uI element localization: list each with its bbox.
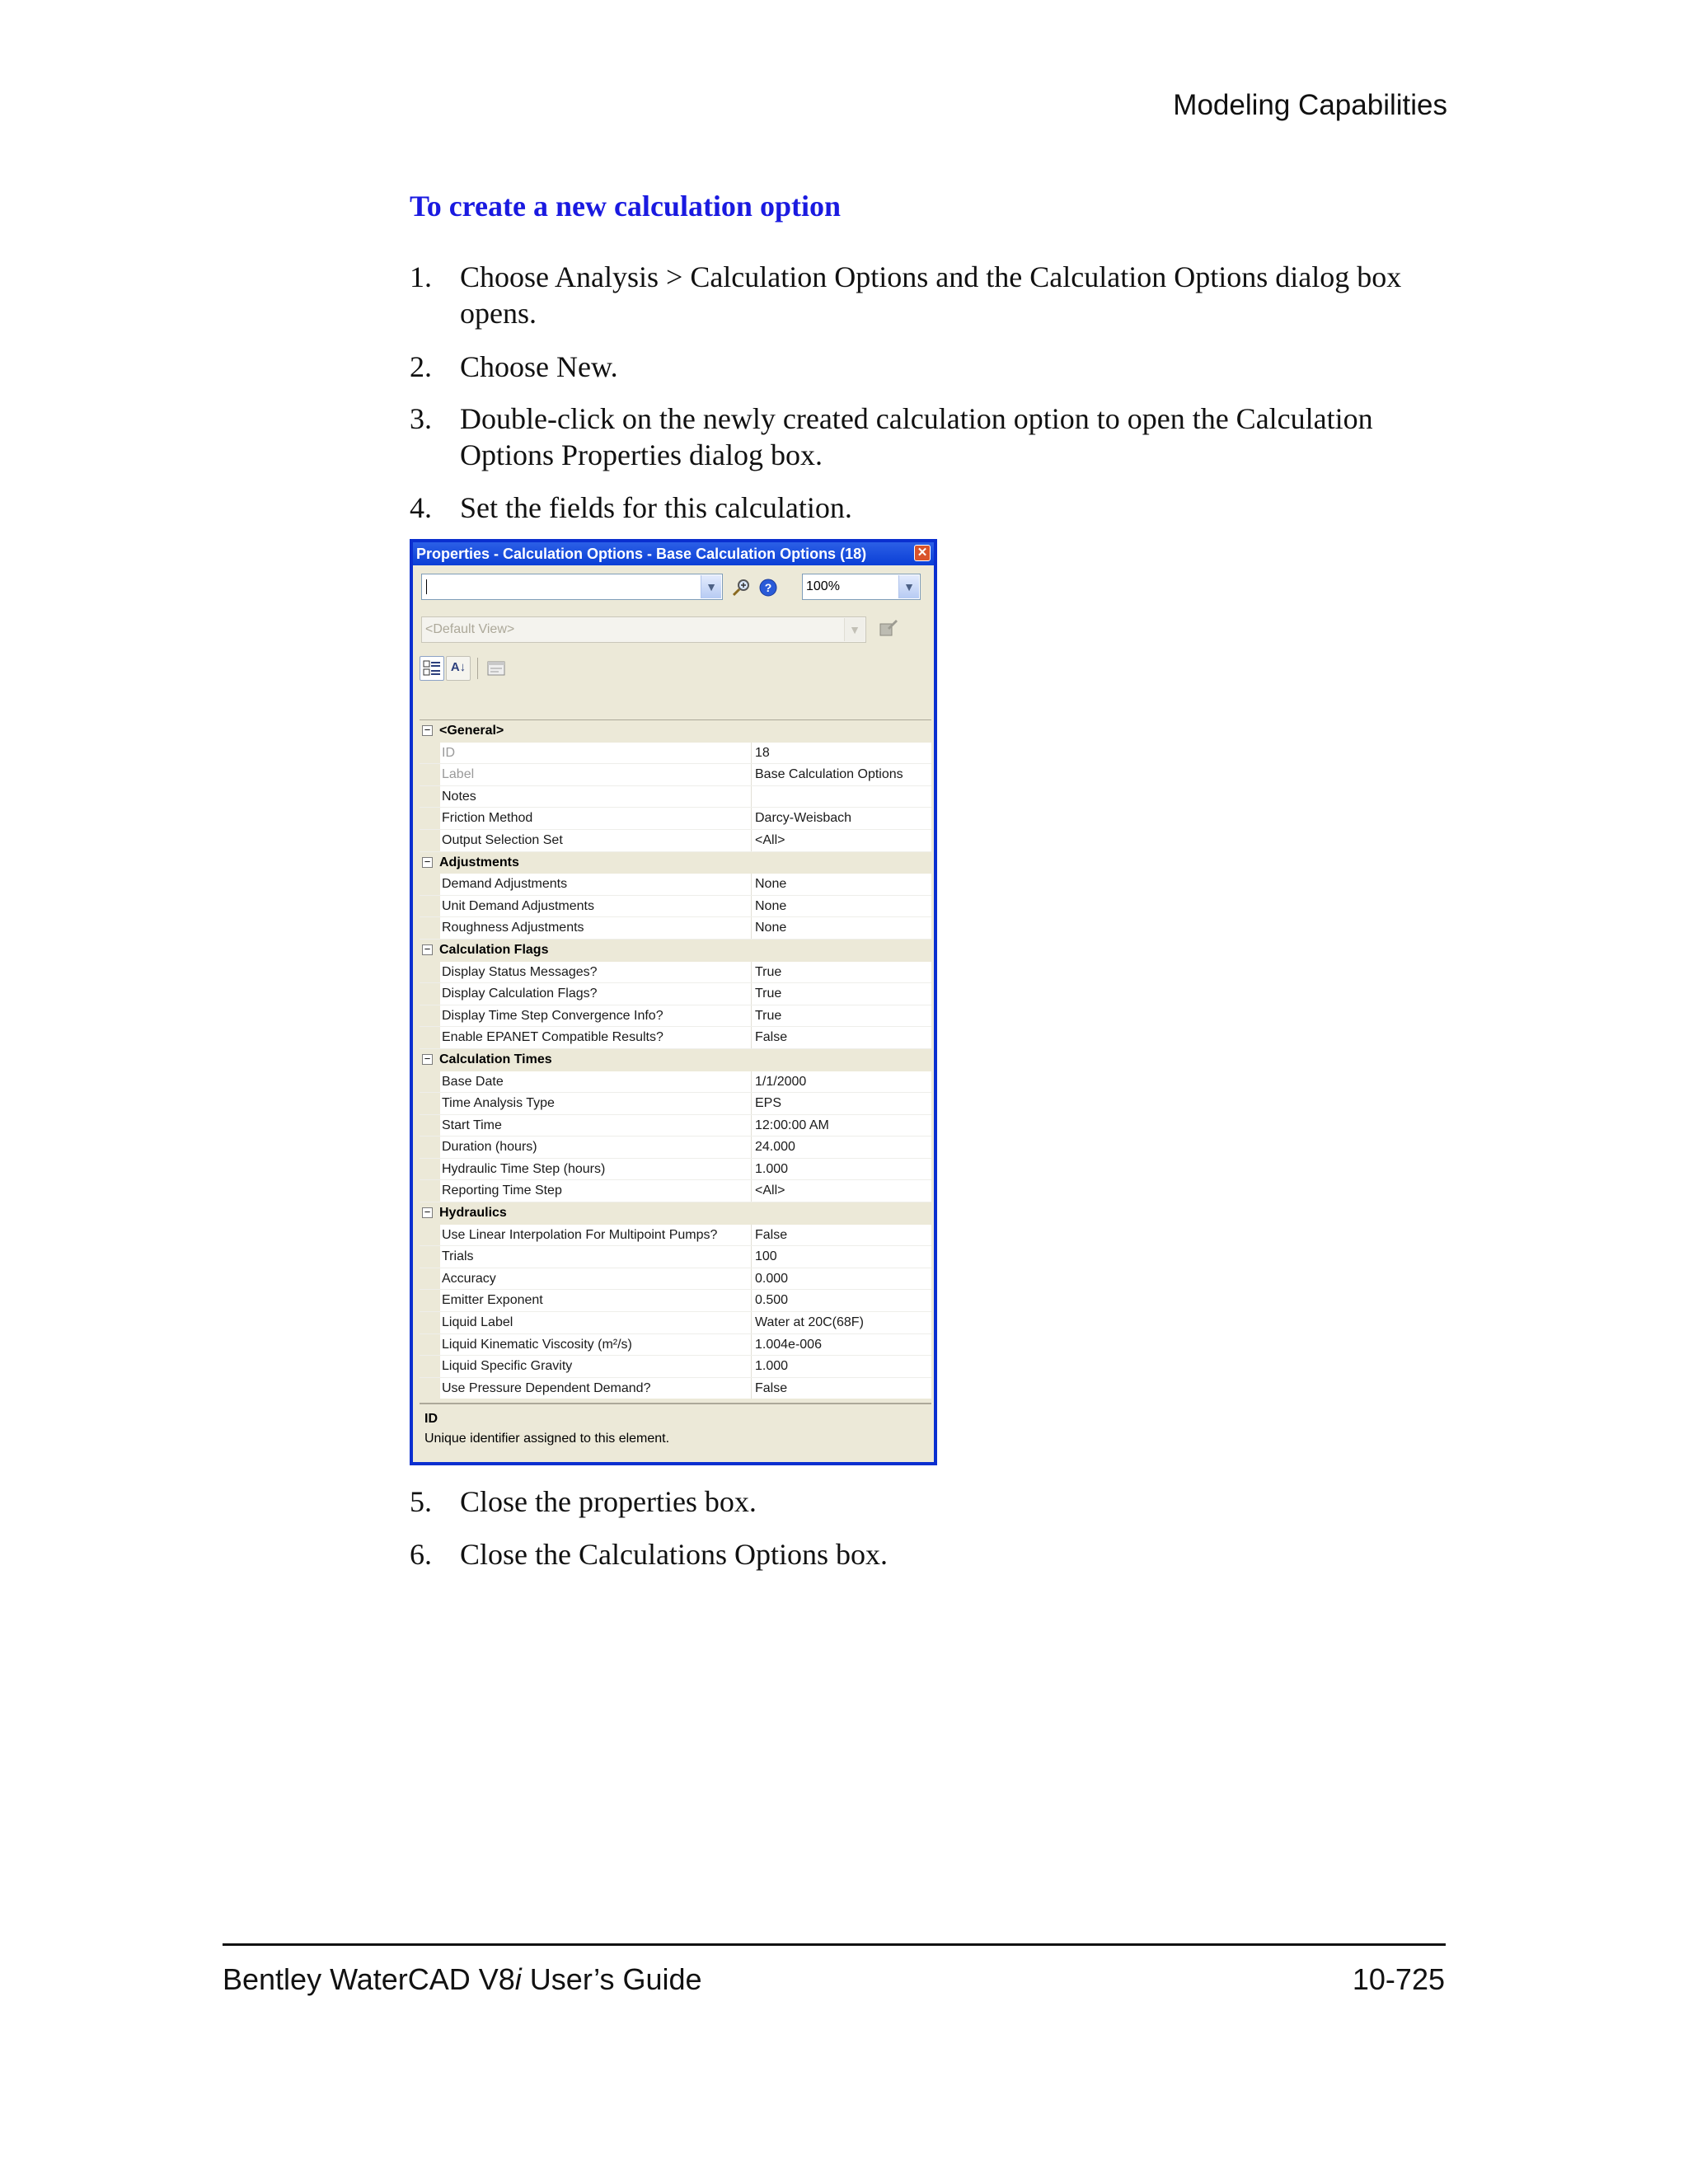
step-number: 2. [410, 350, 432, 383]
property-name: Trials [442, 1249, 474, 1264]
dialog-titlebar[interactable] [413, 542, 934, 565]
property-value[interactable]: None [751, 917, 931, 939]
step-number: 6. [410, 1538, 432, 1571]
property-name: Notes [442, 789, 476, 804]
step-2 [410, 349, 1440, 385]
property-row[interactable] [420, 1027, 931, 1049]
categorized-button[interactable] [420, 656, 444, 681]
row-gutter [420, 962, 440, 983]
property-row[interactable] [420, 743, 931, 765]
row-gutter [420, 1312, 440, 1333]
property-pages-button[interactable] [484, 656, 509, 681]
category-label: Hydraulics [439, 1206, 507, 1221]
property-row[interactable] [420, 874, 931, 896]
property-row[interactable] [420, 1334, 931, 1357]
property-value[interactable]: 1.000 [751, 1356, 931, 1377]
row-gutter [420, 1225, 440, 1246]
property-name: Display Calculation Flags? [442, 987, 598, 1001]
property-row[interactable] [420, 1159, 931, 1181]
chevron-down-icon[interactable]: ▼ [701, 575, 721, 598]
property-row[interactable] [420, 962, 931, 984]
property-value[interactable]: 1/1/2000 [751, 1071, 931, 1093]
property-row[interactable] [420, 917, 931, 940]
row-gutter [420, 1071, 440, 1093]
property-name: Use Pressure Dependent Demand? [442, 1380, 651, 1395]
property-value: Base Calculation Options [751, 764, 931, 785]
property-value: 18 [751, 743, 931, 764]
property-value[interactable]: None [751, 874, 931, 895]
footer-title-prefix: Bentley WaterCAD V8 [223, 1962, 515, 1996]
property-name: Enable EPANET Compatible Results? [442, 1030, 663, 1045]
procedure-heading: To create a new calculation option [410, 190, 841, 223]
property-name: Liquid Specific Gravity [442, 1359, 573, 1374]
property-row[interactable] [420, 983, 931, 1005]
property-row[interactable] [420, 1290, 931, 1312]
property-row[interactable] [420, 786, 931, 808]
property-value[interactable]: False [751, 1225, 931, 1246]
property-value[interactable]: 12:00:00 AM [751, 1115, 931, 1137]
running-head: Modeling Capabilities [1173, 89, 1447, 121]
property-name: Start Time [442, 1118, 502, 1132]
property-pages-icon [486, 658, 506, 678]
property-value[interactable]: Water at 20C(68F) [751, 1312, 931, 1333]
property-row[interactable] [420, 1356, 931, 1378]
property-row[interactable] [420, 1005, 931, 1028]
category-row[interactable] [420, 852, 931, 874]
view-value: <Default View> [425, 622, 515, 636]
property-value[interactable]: <All> [751, 1180, 931, 1202]
step-text: Set the fields for this calculation. [460, 491, 852, 524]
property-value[interactable]: <All> [751, 830, 931, 851]
property-value[interactable]: False [751, 1027, 931, 1048]
step-4 [410, 490, 1440, 526]
row-gutter [420, 1268, 440, 1290]
step-3 [410, 401, 1440, 473]
category-label: Calculation Flags [439, 942, 549, 957]
step-number: 1. [410, 260, 432, 293]
row-gutter [420, 764, 440, 785]
footer-title-suffix: User’s Guide [521, 1962, 702, 1996]
row-gutter [420, 808, 440, 829]
property-row[interactable] [420, 1268, 931, 1291]
property-name: Display Status Messages? [442, 964, 598, 979]
sort-az-icon: A↓ [450, 660, 467, 674]
property-value[interactable]: 100 [751, 1246, 931, 1268]
description-title: ID [424, 1412, 438, 1426]
category-label: Calculation Times [439, 1052, 552, 1066]
zoom-value: 100% [806, 579, 840, 593]
step-text: Close the Calculations Options box. [460, 1538, 888, 1571]
property-value[interactable]: 1.004e-006 [751, 1334, 931, 1356]
row-gutter [420, 1137, 440, 1158]
page-number: 10-725 [1352, 1962, 1445, 1996]
step-5 [410, 1483, 1440, 1520]
property-row[interactable] [420, 896, 931, 918]
row-gutter [420, 1005, 440, 1027]
property-name: Hydraulic Time Step (hours) [442, 1161, 606, 1176]
row-gutter [420, 896, 440, 917]
property-grid[interactable] [420, 719, 931, 1399]
close-icon: ✕ [917, 546, 928, 560]
row-gutter [420, 874, 440, 895]
zoom-find-icon[interactable] [731, 577, 753, 598]
property-row[interactable] [420, 1246, 931, 1268]
row-gutter [420, 1378, 440, 1399]
property-row[interactable] [420, 1312, 931, 1334]
row-gutter [420, 1115, 440, 1137]
property-row[interactable] [420, 1071, 931, 1094]
property-value[interactable]: EPS [751, 1093, 931, 1114]
footer-title-italic: i [514, 1962, 522, 1996]
property-value[interactable]: 0.000 [751, 1268, 931, 1290]
property-name: Roughness Adjustments [442, 921, 584, 935]
property-value[interactable]: Darcy-Weisbach [751, 808, 931, 829]
property-name: Liquid Label [442, 1315, 513, 1330]
step-text: Close the properties box. [460, 1485, 757, 1518]
property-value[interactable]: False [751, 1378, 931, 1399]
row-gutter [420, 1093, 440, 1114]
category-label: Adjustments [439, 855, 519, 869]
row-gutter [420, 830, 440, 851]
row-gutter [420, 1180, 440, 1202]
row-gutter [420, 1290, 440, 1311]
row-gutter [420, 743, 440, 764]
footer-rule [223, 1943, 1446, 1946]
step-1 [410, 259, 1440, 331]
collapse-icon[interactable]: − [422, 857, 433, 868]
property-name: Accuracy [442, 1271, 496, 1286]
property-name: Base Date [442, 1074, 504, 1089]
property-row[interactable] [420, 1137, 931, 1159]
row-gutter [420, 1246, 440, 1268]
property-row[interactable] [420, 1180, 931, 1202]
property-name: Emitter Exponent [442, 1293, 543, 1308]
category-row[interactable] [420, 720, 931, 743]
footer-title [223, 1962, 702, 1997]
collapse-icon[interactable]: − [422, 1054, 433, 1065]
property-row[interactable] [420, 1093, 931, 1115]
category-row[interactable] [420, 1049, 931, 1071]
property-name: Friction Method [442, 811, 533, 826]
text-caret [426, 579, 427, 594]
element-selector-combo[interactable] [421, 574, 723, 600]
property-value[interactable]: 1.000 [751, 1159, 931, 1180]
property-name: Reporting Time Step [442, 1183, 562, 1198]
property-name: Liquid Kinematic Viscosity (m²/s) [442, 1337, 632, 1352]
help-icon[interactable] [757, 577, 779, 598]
property-name: Output Selection Set [442, 832, 563, 847]
chevron-down-icon[interactable]: ▼ [844, 618, 865, 641]
close-button[interactable] [914, 545, 931, 561]
description-text: Unique identifier assigned to this element. [424, 1432, 670, 1446]
property-name: ID [442, 745, 455, 760]
toolbar-separator [477, 658, 478, 679]
zoom-combo[interactable] [802, 574, 921, 600]
description-pane [420, 1403, 931, 1460]
row-gutter [420, 1159, 440, 1180]
step-text: Double-click on the newly created calculation option to open the Calculation Options Properties dialog box. [460, 402, 1373, 471]
property-row[interactable] [420, 1378, 931, 1399]
row-gutter [420, 786, 440, 808]
category-row[interactable] [420, 1202, 931, 1225]
property-row[interactable] [420, 1115, 931, 1137]
property-value[interactable]: 0.500 [751, 1290, 931, 1311]
property-value[interactable]: True [751, 1005, 931, 1027]
property-value[interactable]: True [751, 983, 931, 1005]
collapse-icon[interactable]: − [422, 944, 433, 955]
step-6 [410, 1536, 1440, 1572]
chevron-down-icon[interactable]: ▼ [898, 575, 919, 598]
property-value[interactable]: True [751, 962, 931, 983]
row-gutter [420, 917, 440, 939]
properties-dialog [410, 539, 937, 1465]
view-combo[interactable] [421, 616, 866, 643]
property-name: Display Time Step Convergence Info? [442, 1008, 663, 1023]
dialog-title: Properties - Calculation Options - Base Calculation Options (18) [416, 546, 867, 562]
property-value[interactable] [751, 786, 931, 808]
row-gutter [420, 1334, 440, 1356]
category-row[interactable] [420, 940, 931, 962]
dialog-client [413, 565, 934, 1462]
property-name: Duration (hours) [442, 1140, 537, 1155]
collapse-icon[interactable]: − [422, 1207, 433, 1218]
step-text: Choose New. [460, 350, 618, 383]
step-text: Choose Analysis > Calculation Options and the Calculation Options dialog box opens. [460, 260, 1402, 330]
svg-text:?: ? [764, 581, 772, 594]
row-gutter [420, 983, 440, 1005]
property-row[interactable] [420, 830, 931, 852]
row-gutter [420, 1027, 440, 1048]
property-row[interactable] [420, 764, 931, 786]
property-name: Time Analysis Type [442, 1096, 555, 1111]
property-row[interactable] [420, 1225, 931, 1247]
step-number: 5. [410, 1485, 432, 1518]
property-name: Demand Adjustments [442, 877, 568, 892]
categorized-icon [422, 658, 442, 678]
alphabetical-button[interactable] [446, 656, 471, 681]
edit-view-icon[interactable] [876, 616, 899, 640]
step-number: 3. [410, 402, 432, 435]
property-name: Use Linear Interpolation For Multipoint Pumps? [442, 1227, 718, 1242]
property-name: Label [442, 767, 475, 782]
row-gutter [420, 1356, 440, 1377]
collapse-icon[interactable]: − [422, 725, 433, 736]
step-number: 4. [410, 491, 432, 524]
category-label: <General> [439, 724, 504, 738]
property-name: Unit Demand Adjustments [442, 898, 594, 913]
property-value[interactable]: 24.000 [751, 1137, 931, 1158]
property-value[interactable]: None [751, 896, 931, 917]
property-row[interactable] [420, 808, 931, 830]
